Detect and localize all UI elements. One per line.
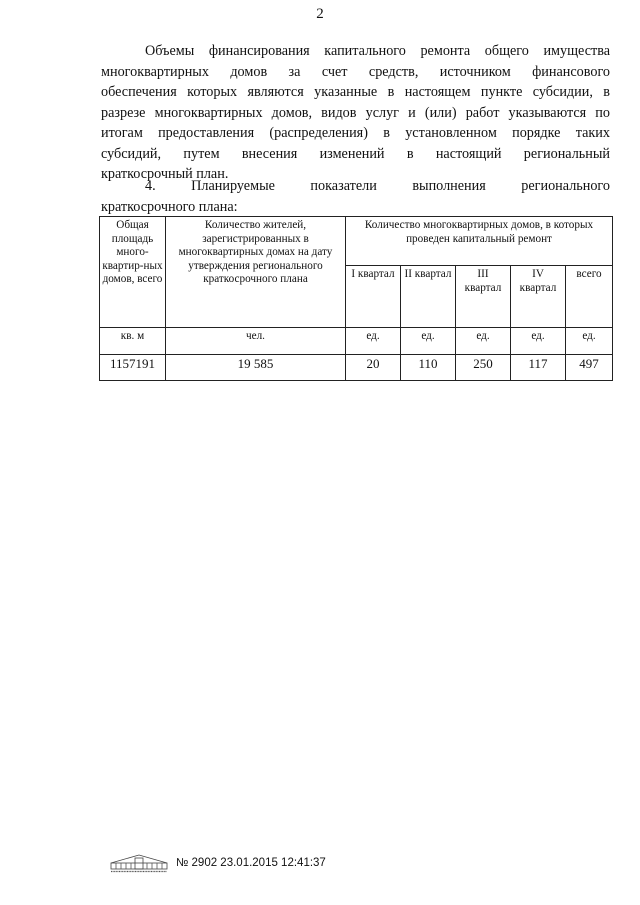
units-row bbox=[100, 328, 613, 355]
page-number: 2 bbox=[316, 6, 324, 22]
value-cell: 110 bbox=[401, 355, 456, 381]
unit-cell: ед. bbox=[346, 328, 401, 355]
paragraph-line: краткосрочного плана: bbox=[101, 198, 238, 215]
header-area: Общая площадь много-квартир-ных домов, всего bbox=[100, 217, 166, 328]
paragraph-line: итогам предоставления (распределения) в установленном порядке таких bbox=[101, 125, 610, 141]
unit-cell: кв. м bbox=[100, 328, 166, 355]
unit-cell: чел. bbox=[166, 328, 346, 355]
indicators-table bbox=[99, 216, 613, 381]
value-cell: 250 bbox=[456, 355, 511, 381]
unit-cell: ед. bbox=[566, 328, 613, 355]
paragraph-line: Объемы финансирования капитального ремонта общего имущества bbox=[145, 43, 610, 59]
header-q2: II квартал bbox=[401, 266, 456, 328]
paragraph-line: субсидий, путем внесения изменений в настоящий региональный bbox=[101, 145, 610, 162]
header-houses: Количество многоквартирных домов, в которых проведен капитальный ремонт bbox=[346, 217, 613, 266]
header-q3: III квартал bbox=[456, 266, 511, 328]
financing-paragraph bbox=[101, 41, 610, 185]
paragraph-line: краткосрочный план. bbox=[101, 166, 229, 182]
header-q4: IV квартал bbox=[511, 266, 566, 328]
unit-cell: ед. bbox=[401, 328, 456, 355]
value-cell: 117 bbox=[511, 355, 566, 381]
planned-indicators-paragraph bbox=[101, 176, 610, 217]
values-row bbox=[100, 355, 613, 381]
paragraph-line: 4. Планируемые показатели выполнения регионального bbox=[145, 178, 610, 194]
header-total: всего bbox=[566, 266, 613, 328]
government-building-icon bbox=[110, 853, 168, 873]
registration-stamp: № 2902 23.01.2015 12:41:37 bbox=[176, 857, 326, 869]
unit-cell: ед. bbox=[511, 328, 566, 355]
header-residents: Количество жителей, зарегистрированных в многоквартирных домах на дату утверждения регионального краткосрочного плана bbox=[166, 217, 346, 328]
unit-cell: ед. bbox=[456, 328, 511, 355]
value-cell: 497 bbox=[566, 355, 613, 381]
paragraph-line: многоквартирных домов за счет средств, источником финансового bbox=[101, 63, 610, 80]
paragraph-line: разрезе многоквартирных домов, видов услуг и (или) работ указываются по bbox=[101, 104, 610, 121]
value-cell: 20 bbox=[346, 355, 401, 381]
header-q1: I квартал bbox=[346, 266, 401, 328]
value-cell: 19 585 bbox=[166, 355, 346, 381]
value-cell: 1157191 bbox=[100, 355, 166, 381]
paragraph-line: обеспечения которых являются указанные в настоящем пункте субсидии, в bbox=[101, 84, 610, 100]
registration-footer bbox=[110, 853, 326, 873]
